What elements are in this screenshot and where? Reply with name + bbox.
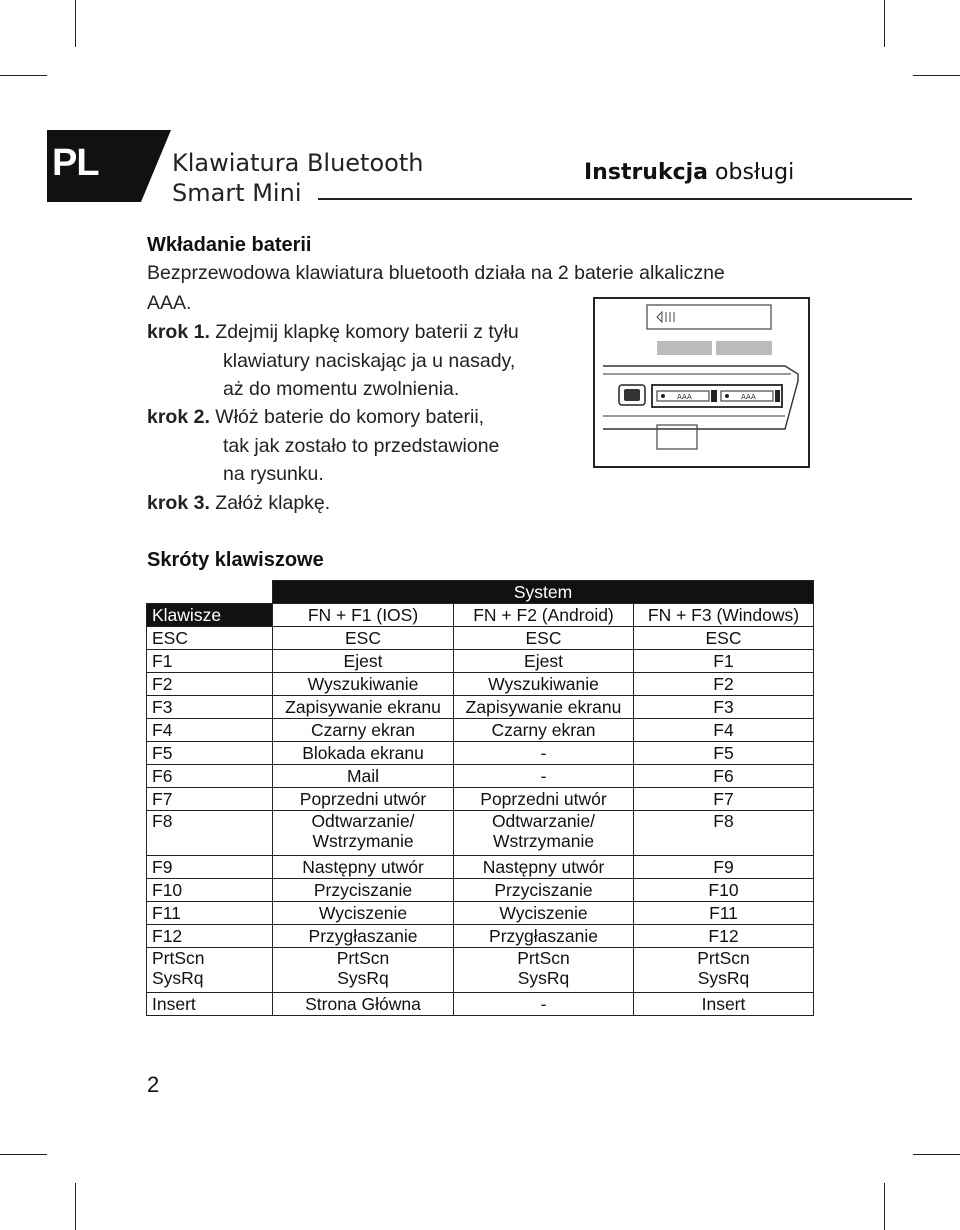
cell-text: F7 <box>713 789 734 809</box>
manual-title-rest: obsługi <box>715 160 795 185</box>
cell-text: Przyciszanie <box>494 880 593 900</box>
table-system-row <box>147 581 814 604</box>
cell-text: F3 <box>152 697 173 717</box>
table-row <box>147 742 814 765</box>
cell-text: F12 <box>152 926 183 946</box>
table-cell <box>634 811 814 856</box>
language-code: PL <box>52 142 99 184</box>
table-cell <box>634 719 814 742</box>
step-3-label: krok 3. <box>147 492 210 514</box>
cell-text-line2: Wstrzymanie <box>492 831 595 851</box>
table-cell <box>273 925 454 948</box>
cell-text-line2: Wstrzymanie <box>312 831 414 851</box>
table-cell <box>273 765 454 788</box>
table-cell <box>147 742 273 765</box>
step-2-line2: tak jak zostało to przedstawione <box>223 435 500 457</box>
table-row <box>147 811 814 856</box>
table-cell <box>634 788 814 811</box>
step-2 <box>147 406 484 429</box>
cell-text: - <box>540 766 547 786</box>
cell-text: Strona Główna <box>305 994 421 1014</box>
shortcuts-table <box>146 580 814 1016</box>
table-row <box>147 879 814 902</box>
table-row <box>147 925 814 948</box>
battery-intro-line1: Bezprzewodowa klawiatura bluetooth działa na 2 baterie alkaliczne <box>147 262 725 284</box>
cell-text: ESC <box>152 628 188 648</box>
table-cell <box>454 856 634 879</box>
battery-section-title: Wkładanie baterii <box>147 234 312 256</box>
cell-text: Przygłaszanie <box>489 926 598 946</box>
cell-text: Ejest <box>343 651 383 671</box>
table-row <box>147 650 814 673</box>
cell-text: Insert <box>701 994 746 1014</box>
column-header-android: FN + F2 (Android) <box>454 604 634 627</box>
cell-text: Odtwarzanie/ <box>311 811 415 831</box>
cell-text: PrtScn <box>517 948 570 968</box>
table-cell <box>147 856 273 879</box>
crop-mark <box>0 75 47 76</box>
cell-text: - <box>540 743 547 763</box>
cell-text: Zapisywanie ekranu <box>285 697 441 717</box>
cell-text: Następny utwór <box>302 857 424 877</box>
cell-text: F3 <box>713 697 734 717</box>
table-cell <box>454 719 634 742</box>
table-cell <box>273 879 454 902</box>
header-rule <box>318 198 912 200</box>
cell-text: Wyszukiwanie <box>307 674 419 694</box>
crop-mark <box>75 0 76 47</box>
step-1-line2: klawiatury naciskając ja u nasady, <box>223 350 516 372</box>
table-cell <box>634 627 814 650</box>
cell-text: F9 <box>152 857 173 877</box>
cell-text: F5 <box>713 743 734 763</box>
product-name-line2: Smart Mini <box>172 179 302 207</box>
table-cell <box>147 902 273 925</box>
table-row <box>147 856 814 879</box>
table-row <box>147 673 814 696</box>
table-cell <box>147 948 273 993</box>
table-cell <box>454 811 634 856</box>
table-cell <box>634 902 814 925</box>
step-1 <box>147 321 519 344</box>
table-cell <box>273 811 454 856</box>
table-cell <box>273 993 454 1016</box>
step-1-text: Zdejmij klapkę komory baterii z tyłu <box>215 321 519 343</box>
table-row <box>147 902 814 925</box>
cell-text-line2: SysRq <box>337 968 389 988</box>
step-3 <box>147 492 330 515</box>
cell-text: F6 <box>713 766 734 786</box>
keyboard-underside-drawing <box>595 299 808 466</box>
table-cell <box>147 879 273 902</box>
table-cell <box>273 650 454 673</box>
table-cell <box>634 856 814 879</box>
cell-text: Czarny ekran <box>491 720 596 740</box>
table-cell <box>454 993 634 1016</box>
table-row <box>147 948 814 993</box>
table-row <box>147 993 814 1016</box>
table-cell <box>147 719 273 742</box>
cell-text: PrtScn <box>697 948 750 968</box>
table-cell <box>454 948 634 993</box>
cell-text: Mail <box>346 766 380 786</box>
crop-mark <box>884 1183 885 1230</box>
table-cell <box>634 696 814 719</box>
product-name-line1: Klawiatura Bluetooth <box>172 149 424 177</box>
table-cell <box>454 627 634 650</box>
cell-text: Blokada ekranu <box>302 743 424 763</box>
cell-text: Insert <box>152 994 196 1014</box>
cell-text: F1 <box>152 651 173 671</box>
system-header: System <box>273 581 814 604</box>
manual-title <box>584 160 794 185</box>
table-cell <box>147 673 273 696</box>
cell-text: F7 <box>152 789 173 809</box>
table-cell <box>634 925 814 948</box>
cell-text: Następny utwór <box>482 857 605 877</box>
cell-text: F6 <box>152 766 173 786</box>
step-2-line3: na rysunku. <box>223 463 324 485</box>
table-cell <box>273 788 454 811</box>
cell-text: Czarny ekran <box>310 720 416 740</box>
cell-text: F8 <box>152 811 173 831</box>
table-cell <box>454 765 634 788</box>
table-cell <box>454 696 634 719</box>
table-row <box>147 719 814 742</box>
table-cell <box>273 902 454 925</box>
cell-text: F10 <box>708 880 739 900</box>
cell-text: Przyciszanie <box>313 880 413 900</box>
cell-text: F4 <box>152 720 173 740</box>
cell-text: F10 <box>152 880 183 900</box>
cell-text: F8 <box>713 811 734 831</box>
table-cell <box>273 696 454 719</box>
table-cell <box>147 650 273 673</box>
cell-text: PrtScn <box>336 948 390 968</box>
table-cell <box>454 925 634 948</box>
crop-mark <box>0 1154 47 1155</box>
table-header-row <box>147 604 814 627</box>
cell-text: F11 <box>152 903 181 923</box>
table-cell <box>273 673 454 696</box>
cell-text: - <box>540 994 547 1014</box>
cell-text-line2: SysRq <box>517 968 570 988</box>
table-cell <box>454 650 634 673</box>
table-cell <box>454 788 634 811</box>
crop-mark <box>913 75 960 76</box>
cell-text: ESC <box>705 628 742 648</box>
table-cell <box>273 948 454 993</box>
table-cell <box>634 650 814 673</box>
crop-mark <box>913 1154 960 1155</box>
table-cell <box>273 627 454 650</box>
page-number: 2 <box>147 1072 160 1097</box>
cell-text: Wyciszenie <box>318 903 408 923</box>
cell-text: Wyciszenie <box>499 903 588 923</box>
cell-text: PrtScn <box>152 948 205 968</box>
step-3-text: Załóż klapkę. <box>215 492 331 514</box>
table-cell <box>634 765 814 788</box>
battery-intro-line2: AAA. <box>147 292 192 314</box>
table-row <box>147 627 814 650</box>
cell-text: F4 <box>713 720 734 740</box>
battery-compartment-illustration <box>593 297 810 468</box>
crop-mark <box>75 1183 76 1230</box>
table-cell <box>454 879 634 902</box>
cell-text: Odtwarzanie/ <box>491 811 596 831</box>
table-cell <box>273 742 454 765</box>
table-cell <box>634 742 814 765</box>
table-cell <box>273 856 454 879</box>
cell-text: ESC <box>525 628 562 648</box>
table-corner <box>147 581 273 604</box>
cell-text: F1 <box>713 651 734 671</box>
table-cell <box>147 696 273 719</box>
figure-battery-label: AAA <box>741 393 756 401</box>
table-cell <box>147 993 273 1016</box>
cell-text: F9 <box>713 857 734 877</box>
table-cell <box>147 765 273 788</box>
cell-text-line2: SysRq <box>152 968 204 988</box>
crop-mark <box>884 0 885 47</box>
table-cell <box>454 673 634 696</box>
cell-text: Poprzedni utwór <box>480 789 607 809</box>
step-1-line3: aż do momentu zwolnienia. <box>223 378 460 400</box>
cell-text: Przygłaszanie <box>308 926 418 946</box>
shortcuts-section-title: Skróty klawiszowe <box>147 549 324 571</box>
cell-text: Zapisywanie ekranu <box>465 697 622 717</box>
step-1-label: krok 1. <box>147 321 210 343</box>
cell-text: Poprzedni utwór <box>299 789 427 809</box>
column-header-windows: FN + F3 (Windows) <box>634 604 814 627</box>
cell-text: F2 <box>713 674 734 694</box>
table-cell <box>273 719 454 742</box>
cell-text: Wyszukiwanie <box>488 674 599 694</box>
table-cell <box>147 925 273 948</box>
table-cell <box>147 627 273 650</box>
cell-text: F12 <box>708 926 739 946</box>
cell-text: F11 <box>709 903 738 923</box>
table-row <box>147 696 814 719</box>
table-cell <box>634 673 814 696</box>
step-2-label: krok 2. <box>147 406 210 428</box>
cell-text-line2: SysRq <box>697 968 750 988</box>
cell-text: ESC <box>345 628 381 648</box>
cell-text: F5 <box>152 743 173 763</box>
table-cell <box>454 902 634 925</box>
column-header-keys: Klawisze <box>147 604 273 627</box>
table-cell <box>634 993 814 1016</box>
table-cell <box>634 948 814 993</box>
manual-title-bold: Instrukcja <box>584 160 709 185</box>
table-row <box>147 788 814 811</box>
figure-battery-label: AAA <box>677 393 692 401</box>
cell-text: Ejest <box>524 651 563 671</box>
step-2-text: Włóż baterie do komory baterii, <box>215 406 485 428</box>
table-cell <box>454 742 634 765</box>
table-cell <box>147 788 273 811</box>
table-cell <box>634 879 814 902</box>
table-row <box>147 765 814 788</box>
column-header-ios: FN + F1 (IOS) <box>273 604 454 627</box>
cell-text: F2 <box>152 674 173 694</box>
table-cell <box>147 811 273 856</box>
